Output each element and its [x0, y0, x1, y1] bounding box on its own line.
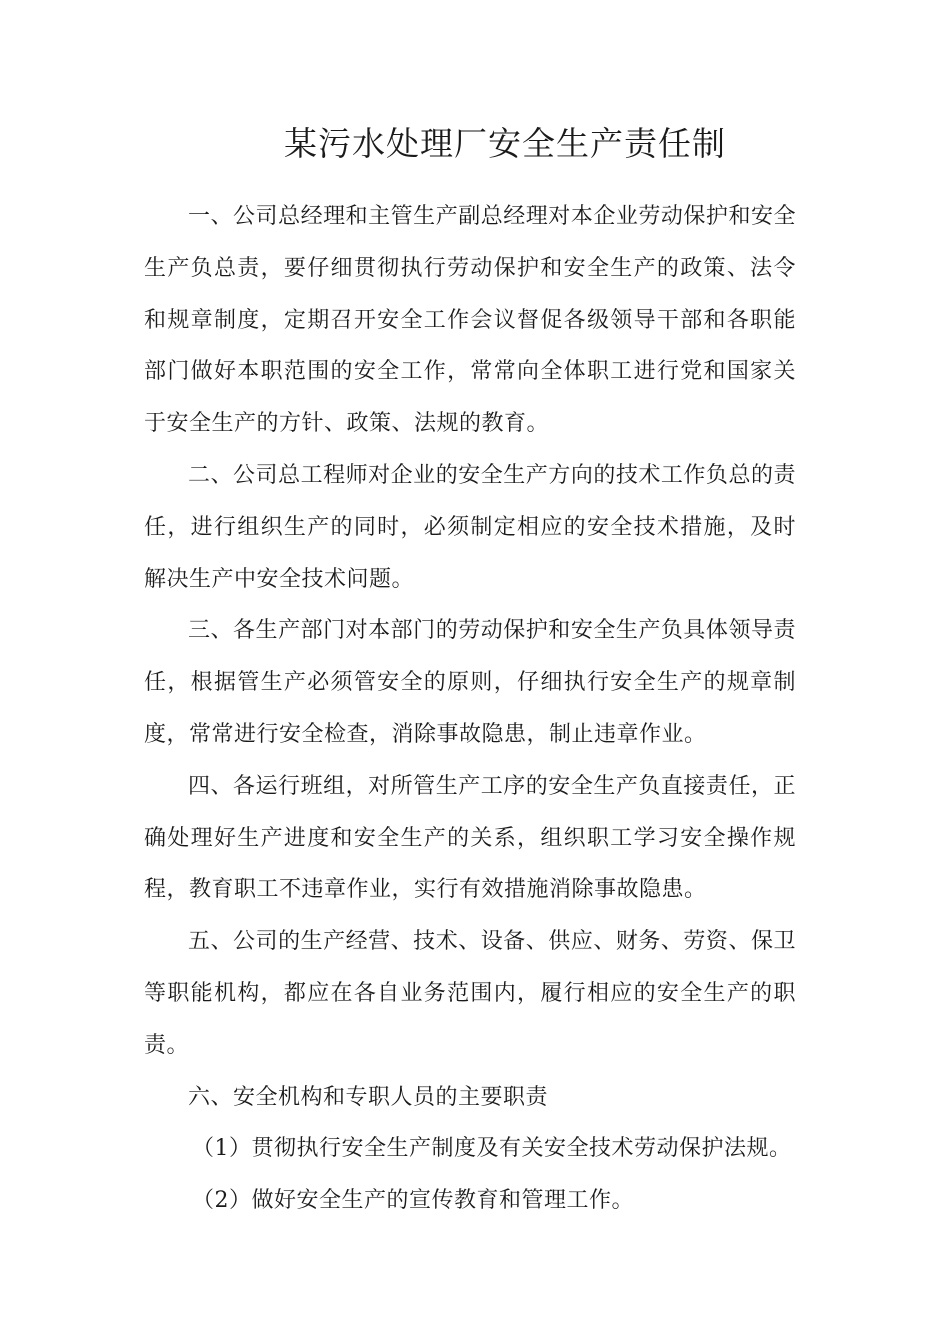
list-item-1: （1）贯彻执行安全生产制度及有关安全技术劳动保护法规。 [192, 1136, 792, 1162]
paragraph-6: 六、安全机构和专职人员的主要职责 [188, 1084, 549, 1110]
document-title: 某污水处理厂安全生产责任制 [284, 124, 726, 163]
paragraph-3: 三、各生产部门对本部门的劳动保护和安全生产负具体领导责任，根据管生产必须管安全的原则，仔细执行安全生产的规章制度，常常进行安全检查，消除事故隐患，制止违章作业。 [144, 618, 796, 747]
paragraph-1: 一、公司总经理和主管生产副总经理对本企业劳动保护和安全生产负总责，要仔细贯彻执行劳动保护和安全生产的政策、法令和规章制度，定期召开安全工作会议督促各级领导干部和各职能部门做好本职范围的安全工作，常常向全体职工进行党和国家关于安全生产的方针、政策、法规的教育。 [144, 204, 796, 437]
document-body [144, 191, 796, 1227]
paragraph-5: 五、公司的生产经营、技术、设备、供应、财务、劳资、保卫等职能机构，都应在各自业务范围内，履行相应的安全生产的职责。 [144, 929, 796, 1058]
list-item-2: （2）做好安全生产的宣传教育和管理工作。 [192, 1188, 634, 1214]
paragraph-2: 二、公司总工程师对企业的安全生产方向的技术工作负总的责任，进行组织生产的同时，必须制定相应的安全技术措施，及时解决生产中安全技术问题。 [144, 462, 796, 592]
paragraph-4: 四、各运行班组，对所管生产工序的安全生产负直接责任，正确处理好生产进度和安全生产的关系，组织职工学习安全操作规程，教育职工不违章作业，实行有效措施消除事故隐患。 [144, 773, 796, 903]
